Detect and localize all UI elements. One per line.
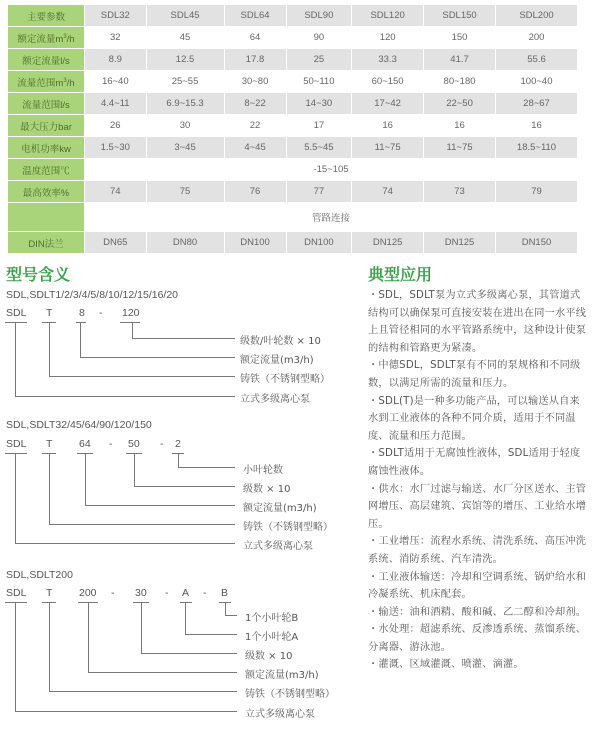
- cell: 60~150: [352, 71, 423, 92]
- model-header: SDL150: [424, 5, 495, 26]
- label-small-impellers: 小叶轮数: [243, 465, 283, 476]
- row-label: [8, 203, 84, 231]
- cell: 25~55: [147, 71, 224, 92]
- table-row-pipe: [8, 203, 577, 231]
- cell: 25: [287, 49, 352, 70]
- table-row: [8, 27, 577, 48]
- model-header: SDL32: [85, 5, 146, 26]
- cell: 41.7: [424, 49, 495, 70]
- label-material: 铸铁（不锈钢型略）: [240, 374, 330, 385]
- model-header: SDL45: [147, 5, 224, 26]
- application-item: ・工业液体输送：冷却和空调系统、锅炉给水和冷凝系统、机床配套。: [368, 571, 587, 601]
- code-dash: -: [109, 438, 113, 450]
- cell: 18.5~110: [496, 137, 577, 158]
- applications-title: 典型应用: [368, 265, 433, 284]
- cell: DN125: [352, 232, 423, 253]
- cell: 28~67: [496, 93, 577, 114]
- cell: 1.5~30: [85, 137, 146, 158]
- cell: 75: [147, 181, 224, 202]
- cell: 6.9~15.3: [147, 93, 224, 114]
- code-dash: -: [111, 587, 115, 599]
- code-t: T: [46, 587, 53, 599]
- applications-list: [368, 287, 590, 674]
- cell: 45: [147, 27, 224, 48]
- table-header-row: [8, 5, 577, 26]
- series-line: SDL,SDLT32/45/64/90/120/150: [6, 419, 152, 431]
- code-t: T: [46, 307, 53, 319]
- cell: DN125: [424, 232, 495, 253]
- application-item: ・SDLT适用于无腐蚀性液体，SDL适用于轻度腐蚀性液体。: [368, 448, 581, 477]
- application-item: ・灌溉、区域灌溉、喷灌、滴灌。: [368, 659, 524, 671]
- cell: 14~30: [287, 93, 352, 114]
- row-label: 流量范围l/s: [8, 93, 84, 114]
- table-row: [8, 71, 577, 92]
- table-row-efficiency: [8, 181, 577, 202]
- cell: 26: [85, 115, 146, 136]
- model-header: SDL200: [496, 5, 577, 26]
- row-label: 最高效率%: [8, 181, 84, 202]
- code-stages: 120: [122, 307, 140, 319]
- label-rated-flow: 额定流量(m3/h): [240, 355, 314, 366]
- cell: 30~80: [225, 71, 286, 92]
- code-a: A: [182, 587, 190, 599]
- model-header: SDL90: [287, 5, 352, 26]
- code-small-impellers: 2: [175, 438, 181, 450]
- cell: 22~50: [424, 93, 495, 114]
- cell: 76: [225, 181, 286, 202]
- cell: 16: [352, 115, 423, 136]
- cell: 11~75: [352, 137, 423, 158]
- application-item: ・工业增压：流程水系统、清洗系统、高压冲洗系统、消防系统、汽车清洗。: [368, 536, 587, 565]
- code-dash: -: [99, 307, 103, 319]
- label-rated-flow: 额定流量(m3/h): [245, 670, 319, 681]
- label-small-impeller-a: 1个小叶轮A: [245, 632, 299, 643]
- model-meaning-title: 型号含义: [6, 265, 71, 284]
- label-stages-impellers: 级数/叶轮数 × 10: [240, 336, 321, 347]
- cell: 120: [352, 27, 423, 48]
- cell: 79: [496, 181, 577, 202]
- row-label: 最大压力bar: [8, 115, 84, 136]
- application-item: ・水处理：超滤系统、反渗透系统、蒸馏系统、分离器、游泳池。: [368, 624, 587, 653]
- label-stages: 级数 × 10: [243, 484, 291, 495]
- cell: 17: [287, 115, 352, 136]
- row-label: 电机功率kw: [8, 137, 84, 158]
- code-sdl: SDL: [6, 307, 27, 319]
- cell: DN65: [85, 232, 146, 253]
- label-pump-type: 立式多级离心泵: [240, 394, 310, 405]
- label-stages: 级数 × 10: [245, 651, 293, 662]
- series-line: SDL,SDLT200: [6, 569, 73, 581]
- table-row: [8, 49, 577, 70]
- label-material: 铸铁（不锈钢型略）: [243, 522, 333, 533]
- cell: 3~45: [147, 137, 224, 158]
- cell: 100~40: [496, 71, 577, 92]
- cell: 22: [225, 115, 286, 136]
- code-stages: 30: [135, 587, 147, 599]
- cell: DN150: [496, 232, 577, 253]
- cell: 8.9: [85, 49, 146, 70]
- model-header: SDL64: [225, 5, 286, 26]
- row-label: 流量范围$m^3/h$: [8, 71, 84, 92]
- row-label: 额定流量l/s: [8, 49, 84, 70]
- table-row: [8, 93, 577, 114]
- code-flow: 200: [79, 587, 97, 599]
- cell: 73: [424, 181, 495, 202]
- cell: 50~110: [287, 71, 352, 92]
- table-row-din: [8, 232, 577, 253]
- model-header: SDL120: [352, 5, 423, 26]
- cell-temperature-range: -15~105: [85, 159, 577, 180]
- cell: 33.3: [352, 49, 423, 70]
- cell: 80~180: [424, 71, 495, 92]
- cell: 4~45: [225, 137, 286, 158]
- table-row: [8, 115, 577, 136]
- cell: 4.4~11: [85, 93, 146, 114]
- cell: 90: [287, 27, 352, 48]
- code-t: T: [46, 438, 53, 450]
- code-stages: 50: [128, 438, 140, 450]
- label-pump-type: 立式多级离心泵: [245, 709, 315, 720]
- label-small-impeller-b: 1个小叶轮B: [245, 613, 299, 624]
- cell-pipe-connection: 管路连接: [85, 203, 577, 231]
- cell: 55.6: [496, 49, 577, 70]
- cell: 16: [496, 115, 577, 136]
- cell: 8~22: [225, 93, 286, 114]
- cell: 74: [352, 181, 423, 202]
- cell: 150: [424, 27, 495, 48]
- application-item: ・供水：水厂过滤与输送、水厂分区送水、主管网增压、高层建筑、宾馆等的增压、工业给水增压。: [368, 483, 587, 530]
- application-item: ・输送：油和酒精、酸和碱、乙二醇和冷却剂。: [368, 606, 587, 618]
- code-flow: 8: [79, 307, 85, 319]
- cell: DN80: [147, 232, 224, 253]
- application-item: ・SDL，SDLT泵为立式多级离心泵，其管道式结构可以确保泵可直接安装在进出在同一水平线上且管径相同的水平管路系统中，这种设计使泵的结构和管路更为紧凑。: [368, 290, 587, 354]
- label-material: 铸铁（不锈钢型略）: [245, 689, 335, 700]
- cell: 17~42: [352, 93, 423, 114]
- code-dash: -: [165, 587, 169, 599]
- cell: 30: [147, 115, 224, 136]
- cell: 11~75: [424, 137, 495, 158]
- cell: 32: [85, 27, 146, 48]
- cell: 200: [496, 27, 577, 48]
- row-label: 额定流量$m^3/h$: [8, 27, 84, 48]
- label-pump-type: 立式多级离心泵: [243, 541, 313, 552]
- row-label: 主要参数: [8, 5, 84, 26]
- cell: DN100: [225, 232, 286, 253]
- cell: 16: [424, 115, 495, 136]
- code-dash: -: [203, 587, 207, 599]
- cell: DN100: [287, 232, 352, 253]
- cell: 77: [287, 181, 352, 202]
- spec-table: [7, 4, 578, 254]
- row-label: DIN法兰: [8, 232, 84, 253]
- code-flow: 64: [79, 438, 91, 450]
- cell: 74: [85, 181, 146, 202]
- table-row-temperature: [8, 159, 577, 180]
- code-b: B: [221, 587, 229, 599]
- series-line: SDL,SDLT1/2/3/4/5/8/10/12/15/16/20: [6, 289, 179, 301]
- label-rated-flow: 额定流量(m3/h): [243, 503, 317, 514]
- cell: 16~40: [85, 71, 146, 92]
- code-sdl: SDL: [6, 438, 27, 450]
- row-label: 温度范围℃: [8, 159, 84, 180]
- cell: 12.5: [147, 49, 224, 70]
- application-item: ・中德SDL，SDLT泵有不同的泵规格和不同级数，以满足所需的流量和压力。: [368, 360, 581, 389]
- application-item: ・SDL(T)是一种多功能产品，可以输送从自来水到工业液体的各种不同介质，适用于不同温度、流量和压力范围。: [368, 395, 580, 442]
- code-dash: -: [160, 438, 164, 450]
- table-row: [8, 137, 577, 158]
- cell: 64: [225, 27, 286, 48]
- code-sdl: SDL: [6, 587, 27, 599]
- cell: 17.8: [225, 49, 286, 70]
- cell: 5.5~45: [287, 137, 352, 158]
